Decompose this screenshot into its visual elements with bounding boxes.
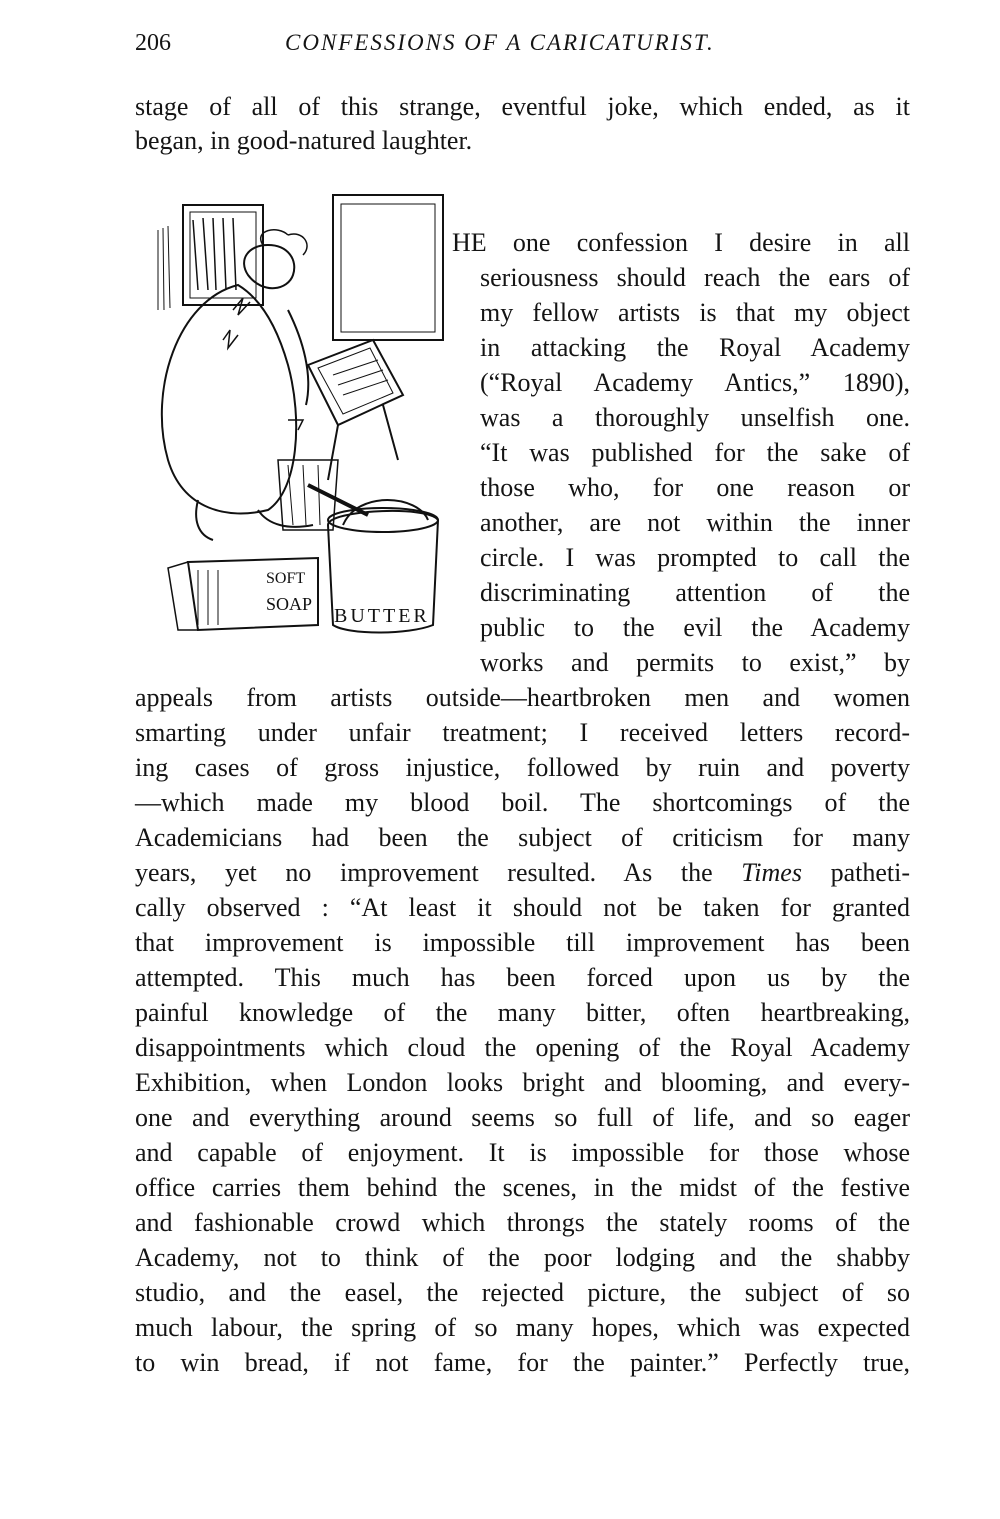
body-line: studio, and the easel, the rejected picture, the subject of so bbox=[135, 1278, 910, 1307]
body-line: —which made my blood boil. The shortcomings of the bbox=[135, 788, 910, 817]
times-italic: Times bbox=[741, 858, 802, 887]
body-line: much labour, the spring of so many hopes, which was expected bbox=[135, 1313, 910, 1342]
wrap-line: in attacking the Royal Academy bbox=[480, 333, 910, 362]
easel-painting bbox=[308, 340, 403, 425]
body-line: and fashionable crowd which throngs the stately rooms of the bbox=[135, 1208, 910, 1237]
body-line: Academy, not to think of the poor lodging and the shabby bbox=[135, 1243, 910, 1272]
wrap-line: (“Royal Academy Antics,” 1890), bbox=[480, 368, 910, 397]
right-picture-frame bbox=[333, 195, 443, 340]
running-title: CONFESSIONS OF A CARICATURIST. bbox=[285, 30, 715, 55]
body-line: Academicians had been the subject of criticism for many bbox=[135, 823, 910, 852]
intro-line: began, in good-natured laughter. bbox=[135, 126, 473, 155]
body-line: appeals from artists outside—heartbroken men and women bbox=[135, 683, 910, 712]
body-line: disappointments which cloud the opening of the Royal Academy bbox=[135, 1033, 910, 1062]
butter-tub-label: BUTTER bbox=[334, 605, 430, 627]
wrap-line: those who, for one reason or bbox=[480, 473, 910, 502]
body-line: attempted. This much has been forced upon us by the bbox=[135, 963, 910, 992]
body-line: painful knowledge of the many bitter, often heartbreaking, bbox=[135, 998, 910, 1027]
body-line: and capable of enjoyment. It is impossible for those whose bbox=[135, 1138, 910, 1167]
body-line: cally observed : “At least it should not be taken for granted bbox=[135, 893, 910, 922]
wrap-line: circle. I was prompted to call the bbox=[480, 543, 910, 572]
body-line: smarting under unfair treatment; I received letters record- bbox=[135, 718, 910, 747]
wrap-line: works and permits to exist,” by bbox=[480, 648, 910, 677]
body-line: ing cases of gross injustice, followed by ruin and poverty bbox=[135, 753, 910, 782]
soap-box-label-1: SOFT bbox=[266, 570, 306, 587]
wrap-line: another, are not within the inner bbox=[480, 508, 910, 537]
caricature-illustration bbox=[138, 190, 446, 635]
page-number: 206 bbox=[135, 30, 171, 56]
figure-body bbox=[162, 285, 296, 513]
body-line: Exhibition, when London looks bright and blooming, and every- bbox=[135, 1068, 910, 1097]
body-line-times bbox=[135, 856, 910, 890]
wrap-line: HE one confession I desire in all bbox=[452, 228, 910, 257]
times-line-after: patheti- bbox=[830, 858, 911, 887]
soap-box-label-2: SOAP bbox=[266, 594, 313, 614]
wrap-line: “It was published for the sake of bbox=[480, 438, 910, 467]
body-line: to win bread, if not fame, for the painter.” Perfectly true, bbox=[135, 1348, 910, 1377]
wrap-line: my fellow artists is that my object bbox=[480, 298, 910, 327]
body-line: office carries them behind the scenes, in the midst of the festive bbox=[135, 1173, 910, 1202]
times-line-before: years, yet no improvement resulted. As the bbox=[135, 858, 713, 887]
wrap-line: was a thoroughly unselfish one. bbox=[480, 403, 910, 432]
wrap-line: discriminating attention of the bbox=[480, 578, 910, 607]
wrap-line: seriousness should reach the ears of bbox=[480, 263, 910, 292]
body-line: one and everything around seems so full of life, and so eager bbox=[135, 1103, 910, 1132]
figure-head bbox=[244, 245, 294, 288]
wrap-line: public to the evil the Academy bbox=[480, 613, 910, 642]
running-header bbox=[135, 30, 910, 64]
intro-line: stage of all of this strange, eventful joke, which ended, as it bbox=[135, 92, 910, 121]
body-line: that improvement is impossible till improvement has been bbox=[135, 928, 910, 957]
